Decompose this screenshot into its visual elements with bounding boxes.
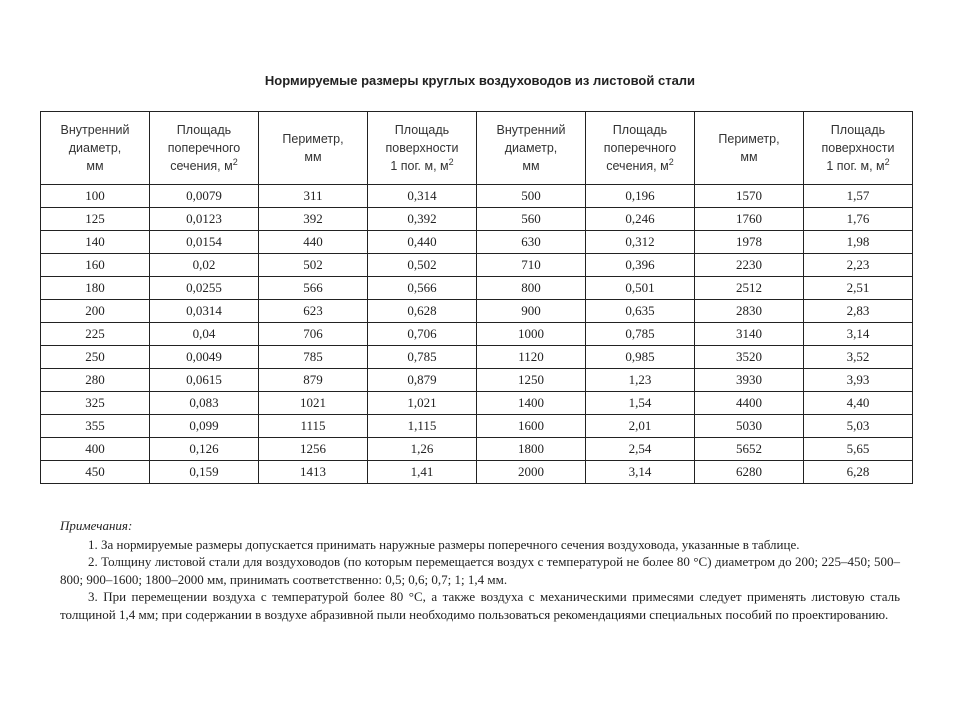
table-cell: 502 bbox=[259, 254, 368, 277]
table-row bbox=[41, 300, 913, 323]
table-cell: 1760 bbox=[695, 208, 804, 231]
table-cell: 1570 bbox=[695, 185, 804, 208]
table-cell: 3,14 bbox=[804, 323, 913, 346]
table-cell: 1,26 bbox=[368, 438, 477, 461]
table-cell: 1000 bbox=[477, 323, 586, 346]
table-row bbox=[41, 438, 913, 461]
table-cell: 200 bbox=[41, 300, 150, 323]
table-cell: 4,40 bbox=[804, 392, 913, 415]
table-cell: 0,879 bbox=[368, 369, 477, 392]
table-cell: 0,0615 bbox=[150, 369, 259, 392]
table-cell: 1,23 bbox=[586, 369, 695, 392]
table-cell: 0,196 bbox=[586, 185, 695, 208]
table-row bbox=[41, 415, 913, 438]
table-cell: 1,115 bbox=[368, 415, 477, 438]
table-cell: 325 bbox=[41, 392, 150, 415]
table-cell: 630 bbox=[477, 231, 586, 254]
table-cell: 0,083 bbox=[150, 392, 259, 415]
table-cell: 1600 bbox=[477, 415, 586, 438]
table-cell: 355 bbox=[41, 415, 150, 438]
table-cell: 879 bbox=[259, 369, 368, 392]
table-cell: 2,23 bbox=[804, 254, 913, 277]
table-cell: 392 bbox=[259, 208, 368, 231]
table-cell: 706 bbox=[259, 323, 368, 346]
table-cell: 125 bbox=[41, 208, 150, 231]
table-cell: 1,41 bbox=[368, 461, 477, 484]
table-cell: 1,76 bbox=[804, 208, 913, 231]
table-cell: 1978 bbox=[695, 231, 804, 254]
table-cell: 0,126 bbox=[150, 438, 259, 461]
table-cell: 800 bbox=[477, 277, 586, 300]
table-cell: 0,635 bbox=[586, 300, 695, 323]
table-cell: 0,392 bbox=[368, 208, 477, 231]
header-inner-diameter: Внутренний диаметр, мм bbox=[477, 112, 586, 185]
table-cell: 0,099 bbox=[150, 415, 259, 438]
table-cell: 0,785 bbox=[368, 346, 477, 369]
header-surface-area: Площадь поверхности 1 пог. м, $м^2$ bbox=[804, 112, 913, 185]
table-cell: 566 bbox=[259, 277, 368, 300]
table-cell: 440 bbox=[259, 231, 368, 254]
header-inner-diameter: Внутренний диаметр, мм bbox=[41, 112, 150, 185]
table-cell: 0,785 bbox=[586, 323, 695, 346]
note-item: 3. При перемещении воздуха с температурой более 80 °С, а также воздуха с механическими примесями следует применять листовую сталь толщиной 1,4 мм; при содержании в воздухе абразивной пыли необходимо пользоваться рекомендациями специальных пособий по проектированию. bbox=[60, 589, 900, 622]
header-cross-section-area: Площадь поперечного сечения, $м^2$ bbox=[586, 112, 695, 185]
note-item: 1. За нормируемые размеры допускается принимать наружные размеры поперечного сечения воздуховода, указанные в таблице. bbox=[88, 536, 800, 552]
table-cell: 2512 bbox=[695, 277, 804, 300]
table-cell: 0,502 bbox=[368, 254, 477, 277]
table-cell: 0,440 bbox=[368, 231, 477, 254]
table-cell: 1400 bbox=[477, 392, 586, 415]
notes-heading: Примечания: bbox=[60, 518, 133, 533]
table-row bbox=[41, 185, 913, 208]
table-cell: 1120 bbox=[477, 346, 586, 369]
table-row bbox=[41, 231, 913, 254]
table-cell: 250 bbox=[41, 346, 150, 369]
table-cell: 0,396 bbox=[586, 254, 695, 277]
table-row bbox=[41, 392, 913, 415]
table-cell: 0,985 bbox=[586, 346, 695, 369]
table-cell: 1256 bbox=[259, 438, 368, 461]
table-row bbox=[41, 346, 913, 369]
table-cell: 2000 bbox=[477, 461, 586, 484]
table-cell: 0,04 bbox=[150, 323, 259, 346]
table-cell: 311 bbox=[259, 185, 368, 208]
table-cell: 0,0154 bbox=[150, 231, 259, 254]
table-cell: 280 bbox=[41, 369, 150, 392]
table-cell: 2230 bbox=[695, 254, 804, 277]
table-cell: 0,0079 bbox=[150, 185, 259, 208]
notes-section bbox=[60, 517, 900, 623]
table-cell: 0,02 bbox=[150, 254, 259, 277]
table-cell: 0,0049 bbox=[150, 346, 259, 369]
table-cell: 0,566 bbox=[368, 277, 477, 300]
table-row bbox=[41, 461, 913, 484]
table-cell: 3520 bbox=[695, 346, 804, 369]
table-cell: 1021 bbox=[259, 392, 368, 415]
table-cell: 3140 bbox=[695, 323, 804, 346]
table-row bbox=[41, 277, 913, 300]
table-cell: 0,0123 bbox=[150, 208, 259, 231]
table-cell: 1250 bbox=[477, 369, 586, 392]
header-perimeter: Периметр, мм bbox=[259, 112, 368, 185]
table-cell: 0,628 bbox=[368, 300, 477, 323]
table-cell: 5652 bbox=[695, 438, 804, 461]
table-cell: 2,83 bbox=[804, 300, 913, 323]
table-cell: 1,021 bbox=[368, 392, 477, 415]
table-cell: 400 bbox=[41, 438, 150, 461]
table-cell: 2830 bbox=[695, 300, 804, 323]
table-cell: 0,314 bbox=[368, 185, 477, 208]
table-cell: 1,98 bbox=[804, 231, 913, 254]
table-cell: 0,501 bbox=[586, 277, 695, 300]
table-cell: 785 bbox=[259, 346, 368, 369]
header-surface-area: Площадь поверхности 1 пог. м, $м^2$ bbox=[368, 112, 477, 185]
table-cell: 6,28 bbox=[804, 461, 913, 484]
duct-sizes-table bbox=[40, 111, 913, 484]
table-cell: 1,54 bbox=[586, 392, 695, 415]
table-cell: 0,312 bbox=[586, 231, 695, 254]
table-cell: 5030 bbox=[695, 415, 804, 438]
table-cell: 1115 bbox=[259, 415, 368, 438]
table-cell: 0,706 bbox=[368, 323, 477, 346]
table-cell: 3930 bbox=[695, 369, 804, 392]
header-perimeter: Периметр, мм bbox=[695, 112, 804, 185]
table-cell: 160 bbox=[41, 254, 150, 277]
note-item: 2. Толщину листовой стали для воздуховодов (по которым перемещается воздух с температурой не более 80 °С) диаметром до 200; 225–450; 500–800; 900–1600; 1800–2000 мм, принимать соответственно: 0,5; 0,6; 0,7; 1; 1,4 мм. bbox=[60, 554, 900, 587]
table-cell: 500 bbox=[477, 185, 586, 208]
page-title: Нормируемые размеры круглых воздуховодов из листовой стали bbox=[264, 73, 696, 88]
table-row bbox=[41, 323, 913, 346]
table-cell: 900 bbox=[477, 300, 586, 323]
table-cell: 3,52 bbox=[804, 346, 913, 369]
table-cell: 5,65 bbox=[804, 438, 913, 461]
table-cell: 225 bbox=[41, 323, 150, 346]
table-cell: 6280 bbox=[695, 461, 804, 484]
table-cell: 180 bbox=[41, 277, 150, 300]
table-cell: 1800 bbox=[477, 438, 586, 461]
table-header-row bbox=[41, 112, 913, 185]
table-cell: 140 bbox=[41, 231, 150, 254]
table-row bbox=[41, 208, 913, 231]
table-cell: 3,93 bbox=[804, 369, 913, 392]
table-cell: 560 bbox=[477, 208, 586, 231]
table-cell: 0,246 bbox=[586, 208, 695, 231]
table-cell: 450 bbox=[41, 461, 150, 484]
table-cell: 2,54 bbox=[586, 438, 695, 461]
table-cell: 0,0255 bbox=[150, 277, 259, 300]
table-cell: 623 bbox=[259, 300, 368, 323]
table-cell: 0,159 bbox=[150, 461, 259, 484]
table-cell: 2,01 bbox=[586, 415, 695, 438]
table-body bbox=[41, 185, 913, 484]
table-cell: 4400 bbox=[695, 392, 804, 415]
table-row bbox=[41, 369, 913, 392]
table-cell: 710 bbox=[477, 254, 586, 277]
table-cell: 0,0314 bbox=[150, 300, 259, 323]
header-cross-section-area: Площадь поперечного сечения, $м^2$ bbox=[150, 112, 259, 185]
table-cell: 100 bbox=[41, 185, 150, 208]
table-cell: 5,03 bbox=[804, 415, 913, 438]
table-cell: 1,57 bbox=[804, 185, 913, 208]
table-cell: 3,14 bbox=[586, 461, 695, 484]
table-row bbox=[41, 254, 913, 277]
table-cell: 1413 bbox=[259, 461, 368, 484]
table-cell: 2,51 bbox=[804, 277, 913, 300]
